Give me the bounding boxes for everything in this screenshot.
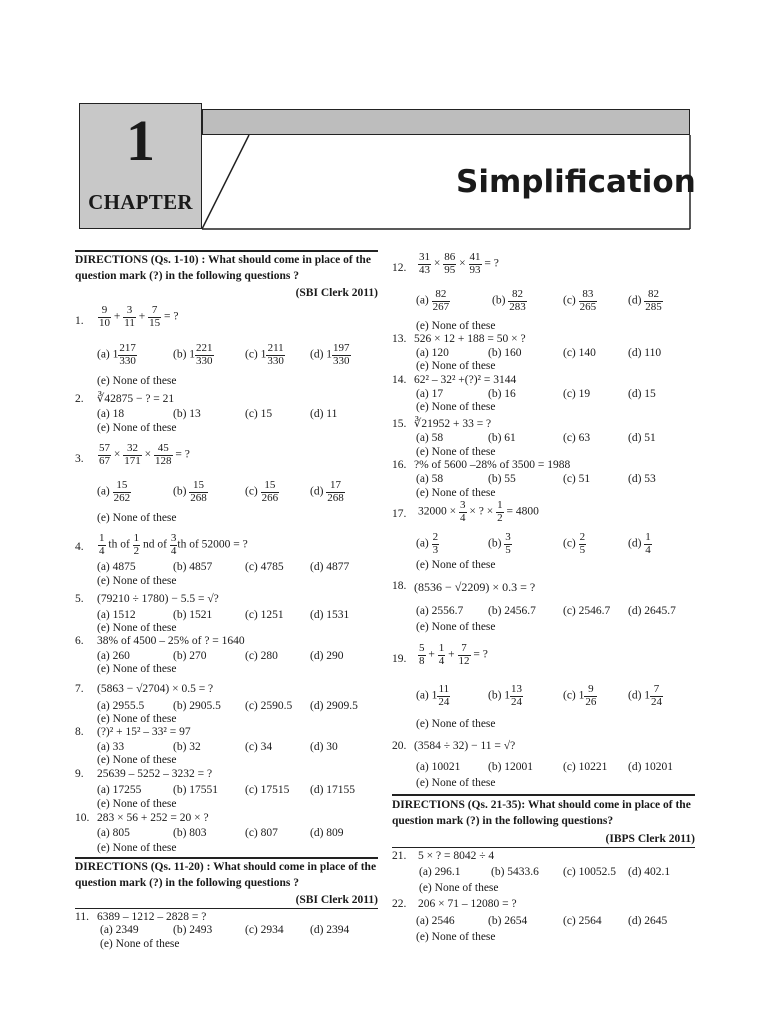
option-e: (e) None of these — [416, 446, 496, 458]
directions-11-20: DIRECTIONS (Qs. 11-20) : What should come in place of the question mark (?) in the following questions ? — [75, 861, 377, 889]
question-10: 10. 283 × 56 + 252 = 20 × ? — [75, 812, 209, 824]
question-12: 12. $\frac{31}{43}$ × $\frac{86}{95}$ × $\frac{41}{93}$ = ? — [392, 251, 499, 276]
source-note: (SBI Clerk 2011) — [295, 894, 378, 906]
chapter-number: 1 — [126, 108, 155, 173]
question-14: 14. 62² – 32² +(?)² = 3144 — [392, 374, 517, 386]
divider — [392, 847, 695, 848]
page-title: Simplification — [456, 164, 696, 200]
question-21: 21. 5 × ? = 8042 ÷ 4 — [392, 850, 495, 862]
option-e: (e) None of these — [97, 842, 177, 854]
option-e: (e) None of these — [416, 777, 496, 789]
option-e: (e) None of these — [416, 320, 496, 332]
question-9: 9. 25639 – 5252 – 3232 = ? — [75, 768, 213, 780]
option-a: (a) 1 $\frac{217}{330}$ — [97, 342, 136, 367]
chapter-label: CHAPTER — [88, 190, 193, 214]
option-e: (e) None of these — [416, 487, 496, 499]
option-e: (e) None of these — [97, 422, 177, 434]
option-e: (e) None of these — [97, 512, 177, 524]
question-2: 2. ∛42875 − ? = 21 — [75, 393, 175, 405]
option-e: (e) None of these — [97, 375, 177, 387]
option-e: (e) None of these — [419, 882, 499, 894]
option-e: (e) None of these — [416, 931, 496, 943]
option-e: (e) None of these — [416, 621, 496, 633]
divider — [75, 250, 378, 252]
question-15: 15. ∛21952 + 33 = ? — [392, 418, 492, 430]
divider — [75, 908, 378, 909]
question-22: 22. 206 × 71 – 12080 = ? — [392, 898, 517, 910]
question-5: 5. (79210 ÷ 1780) − 5.5 = √? — [75, 593, 219, 605]
question-13: 13. 526 × 12 + 188 = 50 × ? — [392, 333, 526, 345]
option-e: (e) None of these — [97, 622, 177, 634]
option-e: (e) None of these — [97, 754, 177, 766]
question-1: 1. $\frac{9}{10}$ + $\frac{3}{11}$ + $\frac{7}{15}$ = ? — [75, 304, 179, 329]
option-e: (e) None of these — [416, 401, 496, 413]
option-d: (d) 1 $\frac{197}{330}$ — [310, 342, 350, 367]
question-7: 7. (5863 − √2704) × 0.5 = ? — [75, 683, 214, 695]
option-e: (e) None of these — [416, 360, 496, 372]
source-note: (SBI Clerk 2011) — [295, 287, 378, 299]
option-e: (e) None of these — [416, 718, 496, 730]
question-16: 16. ?% of 5600 –28% of 3500 = 1988 — [392, 459, 571, 471]
directions-1-10: DIRECTIONS (Qs. 1-10) : What should come in place of the question mark (?) in the following questions ? — [75, 254, 371, 282]
question-17: 17. 32000 × $\frac{3}{4}$ × ? × $\frac{1}{2}$ = 4800 — [392, 499, 539, 524]
option-e: (e) None of these — [97, 663, 177, 675]
question-4: 4. $\frac{1}{4}$ th of $\frac{1}{2}$ nd of $\frac{3}{4}$ th of 52000 = ? — [75, 532, 248, 557]
directions-21-35: DIRECTIONS (Qs. 21-35): What should come in place of the question mark (?) in the following questions? — [392, 799, 691, 827]
question-18: 18. (8536 − √2209) × 0.3 = ? — [392, 580, 536, 594]
source-note: (IBPS Clerk 2011) — [605, 833, 695, 845]
option-e: (e) None of these — [100, 938, 180, 950]
question-6: 6. 38% of 4500 – 25% of ? = 1640 — [75, 635, 245, 647]
option-b: (b) 1 $\frac{221}{330}$ — [173, 342, 213, 367]
option-e: (e) None of these — [97, 713, 177, 725]
question-8: 8. (?)² + 15² – 33² = 97 — [75, 726, 191, 738]
option-e: (e) None of these — [416, 559, 496, 571]
divider — [392, 794, 695, 796]
option-e: (e) None of these — [97, 575, 177, 587]
question-11: 11. 6389 – 1212 – 2828 = ? — [75, 911, 207, 923]
question-3: 3. $\frac{57}{67}$ × $\frac{32}{171}$ × $\frac{45}{128}$ = ? — [75, 442, 190, 467]
question-20: 20. (3584 ÷ 32) − 11 = √? — [392, 740, 516, 752]
divider — [75, 857, 378, 859]
option-e: (e) None of these — [97, 798, 177, 810]
question-19: 19. $\frac{5}{8}$ + $\frac{1}{4}$ + $\frac{7}{12}$ = ? — [392, 642, 488, 667]
option-c: (c) 1 $\frac{211}{330}$ — [245, 342, 284, 367]
